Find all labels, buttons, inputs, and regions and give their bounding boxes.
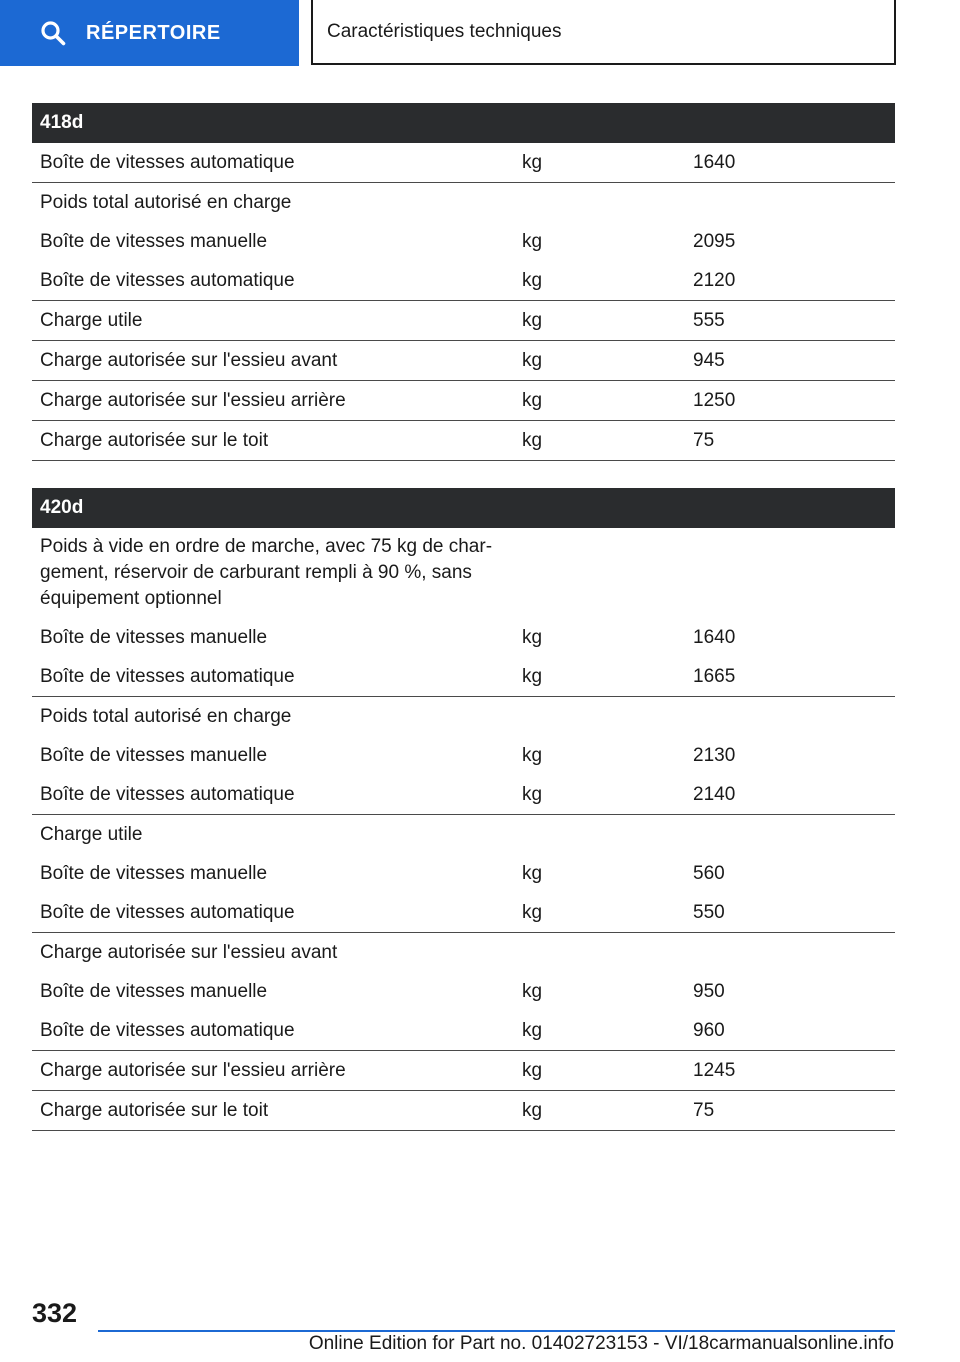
table-row xyxy=(32,1051,895,1091)
row-unit: kg xyxy=(522,980,543,1002)
row-unit xyxy=(514,815,685,855)
table-row xyxy=(32,893,895,933)
row-value: 555 xyxy=(685,301,895,341)
row-label: Charge autorisée sur l'essieu arrière xyxy=(32,1051,514,1091)
row-unit: kg xyxy=(522,230,543,252)
table-row xyxy=(32,657,895,697)
table-row xyxy=(32,222,895,261)
row-value xyxy=(685,528,895,618)
table-row xyxy=(32,143,895,183)
row-unit xyxy=(514,528,685,618)
row-label: Boîte de vitesses automatique xyxy=(32,1011,514,1051)
row-value: 1245 xyxy=(685,1051,895,1091)
index-button-label: RÉPERTOIRE xyxy=(86,21,221,44)
model-name: 418d xyxy=(32,103,514,143)
row-label: Boîte de vitesses automatique xyxy=(32,143,514,183)
row-value: 945 xyxy=(685,341,895,381)
row-value: 2120 xyxy=(685,261,895,301)
footer-edition-text xyxy=(274,1333,894,1355)
table-row xyxy=(32,854,895,893)
table-row xyxy=(32,301,895,341)
table-header-row xyxy=(32,488,895,528)
row-value: 1665 xyxy=(685,657,895,697)
row-label: Boîte de vitesses manuelle xyxy=(40,980,268,1002)
row-value xyxy=(685,815,895,855)
top-navigation-bar xyxy=(0,0,960,66)
row-value xyxy=(685,183,895,223)
row-value: 560 xyxy=(693,862,725,884)
section-title: Caractéristiques techniques xyxy=(327,20,562,42)
footer-divider xyxy=(98,1330,895,1332)
row-unit: kg xyxy=(514,261,685,301)
row-unit: kg xyxy=(522,744,543,766)
table-row xyxy=(32,815,895,855)
spec-table-420d xyxy=(32,488,895,1131)
section-title-tab[interactable] xyxy=(311,0,896,65)
row-value: 2130 xyxy=(693,744,736,766)
row-value: 950 xyxy=(693,980,725,1002)
table-row xyxy=(32,1011,895,1051)
row-label: Poids total autorisé en charge xyxy=(40,191,292,213)
table-row xyxy=(32,341,895,381)
table-row xyxy=(32,528,895,618)
row-label: Poids à vide en ordre de marche, avec 75 kg de char‐ gement, réservoir de carburant rempli à 90 %, sans équipement optionnel xyxy=(40,536,493,609)
table-row xyxy=(32,261,895,301)
row-label: Charge autorisée sur l'essieu arrière xyxy=(32,381,514,421)
row-label: Boîte de vitesses manuelle xyxy=(40,230,268,252)
row-label: Charge autorisée sur le toit xyxy=(32,1091,514,1131)
model-name: 420d xyxy=(32,488,514,528)
table-row xyxy=(32,697,895,737)
table-row xyxy=(32,183,895,223)
row-unit: kg xyxy=(514,381,685,421)
row-unit xyxy=(514,697,685,737)
index-button[interactable] xyxy=(0,0,299,66)
watermark-link[interactable]: carmanualsonline.info xyxy=(709,1333,894,1354)
row-value: 2140 xyxy=(685,775,895,815)
table-row xyxy=(32,736,895,775)
row-value: 1250 xyxy=(685,381,895,421)
table-row xyxy=(32,775,895,815)
row-label: Charge utile xyxy=(40,823,143,845)
row-label: Boîte de vitesses manuelle xyxy=(40,744,268,766)
row-unit: kg xyxy=(514,1091,685,1131)
row-value xyxy=(685,697,895,737)
row-unit: kg xyxy=(514,1051,685,1091)
row-unit: kg xyxy=(522,862,543,884)
row-label: Charge autorisée sur l'essieu avant xyxy=(32,341,514,381)
row-unit: kg xyxy=(514,421,685,461)
row-label: Charge autorisée sur l'essieu avant xyxy=(40,941,338,963)
table-row xyxy=(32,381,895,421)
row-value: 550 xyxy=(685,893,895,933)
row-value: 75 xyxy=(685,1091,895,1131)
table-row xyxy=(32,933,895,973)
table-row xyxy=(32,421,895,461)
row-unit xyxy=(514,933,685,973)
row-label: Charge utile xyxy=(32,301,514,341)
table-row xyxy=(32,972,895,1011)
row-label: Charge autorisée sur le toit xyxy=(32,421,514,461)
row-label: Boîte de vitesses automatique xyxy=(32,261,514,301)
row-unit: kg xyxy=(514,1011,685,1051)
row-label: Boîte de vitesses automatique xyxy=(32,657,514,697)
row-label: Poids total autorisé en charge xyxy=(40,705,292,727)
row-unit: kg xyxy=(514,775,685,815)
row-unit: kg xyxy=(514,143,685,183)
row-value: 1640 xyxy=(685,143,895,183)
row-unit: kg xyxy=(514,341,685,381)
row-label: Boîte de vitesses manuelle xyxy=(40,626,268,648)
row-unit xyxy=(514,183,685,223)
row-value: 2095 xyxy=(693,230,736,252)
spec-table-418d xyxy=(32,103,895,461)
row-value: 75 xyxy=(685,421,895,461)
row-unit: kg xyxy=(522,626,543,648)
row-unit: kg xyxy=(514,893,685,933)
row-label: Boîte de vitesses automatique xyxy=(32,775,514,815)
table-row xyxy=(32,1091,895,1131)
row-value: 960 xyxy=(685,1011,895,1051)
row-unit: kg xyxy=(514,657,685,697)
table-row xyxy=(32,618,895,657)
edition-label: Online Edition for Part no. 01402723153 - VI/18 xyxy=(308,1333,710,1354)
search-icon xyxy=(40,20,66,46)
row-unit: kg xyxy=(514,301,685,341)
page-number: 332 xyxy=(32,1298,78,1328)
row-label: Boîte de vitesses manuelle xyxy=(40,862,268,884)
row-label: Boîte de vitesses automatique xyxy=(32,893,514,933)
table-header-row xyxy=(32,103,895,143)
row-value: 1640 xyxy=(693,626,736,648)
row-value xyxy=(685,933,895,973)
